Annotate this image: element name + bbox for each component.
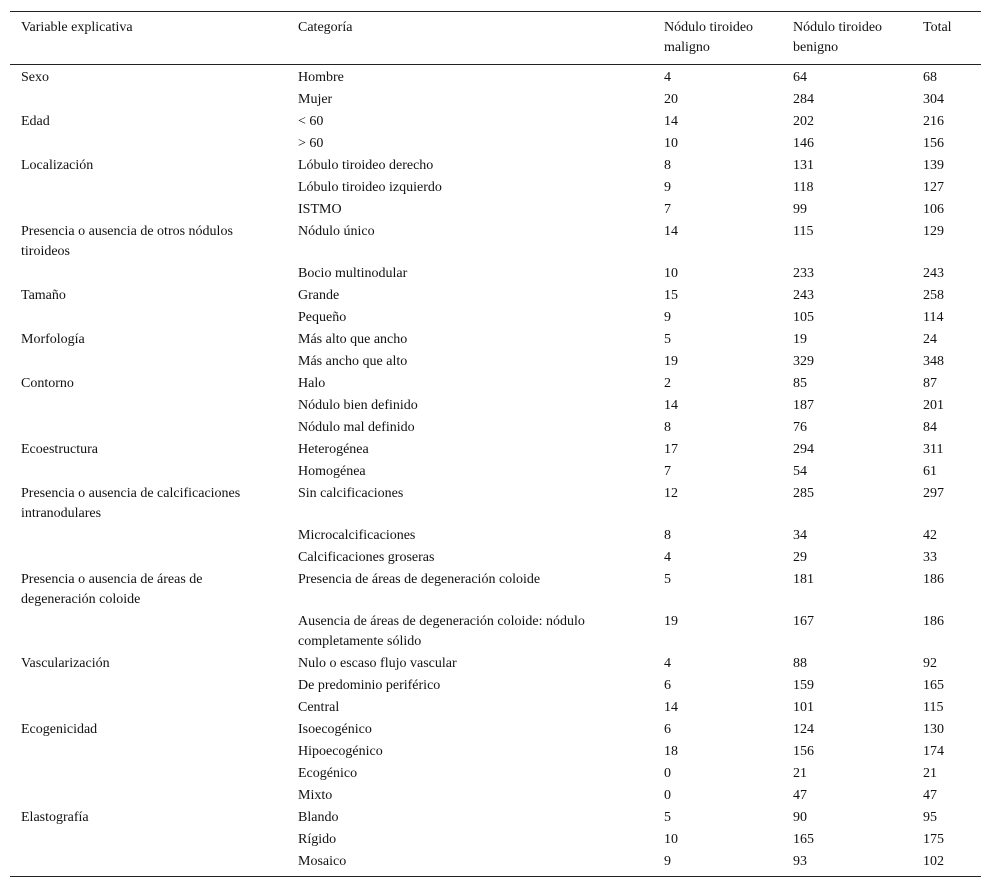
cell-total: 129	[923, 224, 944, 239]
cell-category: Hipoecogénico	[298, 744, 383, 759]
cell-category: Presencia de áreas de degeneración coloide	[298, 572, 541, 587]
cell-total: 106	[923, 202, 944, 217]
cell-malignant: 8	[664, 158, 671, 173]
cell-category: Nódulo mal definido	[298, 420, 415, 435]
cell-benign: 131	[793, 158, 814, 173]
cell-total: 115	[923, 700, 944, 715]
cell-total: 87	[923, 376, 937, 391]
cell-category: Homogénea	[298, 464, 366, 479]
table-row	[10, 329, 981, 351]
cell-category: Pequeño	[298, 310, 347, 325]
cell-benign: 105	[793, 310, 814, 325]
cell-category: Halo	[298, 376, 326, 391]
table-row	[10, 653, 981, 675]
table-row	[10, 829, 981, 851]
cell-malignant: 14	[664, 114, 678, 129]
cell-variable: Presencia o ausencia de áreas de degeneración coloide	[21, 572, 203, 607]
cell-total: 139	[923, 158, 944, 173]
cell-category: Grande	[298, 288, 340, 303]
cell-benign: 159	[793, 678, 814, 693]
cell-total: 186	[923, 614, 944, 629]
cell-category: Mosaico	[298, 854, 347, 869]
cell-category: Sin calcificaciones	[298, 486, 404, 501]
cell-total: 243	[923, 266, 944, 281]
cell-total: 61	[923, 464, 937, 479]
cell-malignant: 5	[664, 332, 671, 347]
cell-benign: 181	[793, 572, 814, 587]
cell-malignant: 4	[664, 70, 671, 85]
cell-malignant: 6	[664, 722, 671, 737]
cell-benign: 76	[793, 420, 807, 435]
cell-category: Más alto que ancho	[298, 332, 408, 347]
cell-benign: 124	[793, 722, 814, 737]
cell-total: 201	[923, 398, 944, 413]
cell-malignant: 14	[664, 224, 678, 239]
cell-category: Nulo o escaso flujo vascular	[298, 656, 457, 671]
header-benign: Nódulo tiroideo benigno	[793, 20, 883, 55]
table-row	[10, 177, 981, 199]
cell-benign: 19	[793, 332, 807, 347]
cell-category: Hombre	[298, 70, 344, 85]
cell-category: Calcificaciones groseras	[298, 550, 435, 565]
table-row	[10, 547, 981, 569]
cell-category: Bocio multinodular	[298, 266, 408, 281]
table-row	[10, 785, 981, 807]
cell-category: > 60	[298, 136, 324, 151]
cell-variable	[10, 547, 287, 569]
cell-variable	[10, 763, 287, 785]
cell-variable	[10, 133, 287, 155]
cell-total: 130	[923, 722, 944, 737]
cell-total: 92	[923, 656, 937, 671]
cell-variable: Morfología	[21, 332, 85, 347]
cell-malignant: 20	[664, 92, 678, 107]
cell-malignant: 14	[664, 700, 678, 715]
cell-malignant: 15	[664, 288, 678, 303]
table-row	[10, 611, 981, 653]
cell-total: 165	[923, 678, 944, 693]
table-row	[10, 307, 981, 329]
table-row	[10, 263, 981, 285]
cell-malignant: 10	[664, 266, 678, 281]
cell-benign: 47	[793, 788, 807, 803]
cell-total: 175	[923, 832, 944, 847]
cell-malignant: 9	[664, 180, 671, 195]
table-row	[10, 155, 981, 177]
cell-variable: Ecogenicidad	[21, 722, 98, 737]
cell-category: Mujer	[298, 92, 333, 107]
cell-category: Ecogénico	[298, 766, 358, 781]
header-category: Categoría	[298, 20, 353, 35]
table-body	[10, 65, 981, 877]
table-row	[10, 483, 981, 525]
cell-category: Blando	[298, 810, 339, 825]
table-row	[10, 133, 981, 155]
cell-variable	[10, 417, 287, 439]
cell-total: 33	[923, 550, 937, 565]
table-row	[10, 111, 981, 133]
cell-benign: 285	[793, 486, 814, 501]
cell-variable: Sexo	[21, 70, 49, 85]
cell-benign: 21	[793, 766, 807, 781]
cell-category: < 60	[298, 114, 324, 129]
cell-benign: 118	[793, 180, 814, 195]
cell-variable	[10, 741, 287, 763]
cell-category: Central	[298, 700, 340, 715]
cell-variable: Tamaño	[21, 288, 66, 303]
cell-malignant: 10	[664, 832, 678, 847]
cell-benign: 115	[793, 224, 814, 239]
cell-benign: 64	[793, 70, 807, 85]
cell-malignant: 19	[664, 354, 678, 369]
cell-benign: 167	[793, 614, 814, 629]
cell-malignant: 7	[664, 464, 671, 479]
cell-total: 304	[923, 92, 944, 107]
header-variable: Variable explicativa	[21, 20, 133, 35]
cell-category: Lóbulo tiroideo izquierdo	[298, 180, 442, 195]
cell-variable	[10, 525, 287, 547]
table-row	[10, 807, 981, 829]
cell-category: Nódulo bien definido	[298, 398, 418, 413]
cell-variable	[10, 89, 287, 111]
cell-category: Microcalcificaciones	[298, 528, 416, 543]
cell-total: 127	[923, 180, 944, 195]
cell-malignant: 17	[664, 442, 678, 457]
table-row	[10, 373, 981, 395]
cell-malignant: 14	[664, 398, 678, 413]
table-row	[10, 763, 981, 785]
cell-total: 95	[923, 810, 937, 825]
cell-total: 258	[923, 288, 944, 303]
cell-variable	[10, 395, 287, 417]
cell-variable	[10, 177, 287, 199]
cell-benign: 146	[793, 136, 814, 151]
table-row	[10, 525, 981, 547]
cell-malignant: 6	[664, 678, 671, 693]
cell-malignant: 9	[664, 310, 671, 325]
cell-total: 24	[923, 332, 937, 347]
cell-variable	[10, 263, 287, 285]
cell-total: 311	[923, 442, 944, 457]
cell-benign: 54	[793, 464, 807, 479]
cell-malignant: 7	[664, 202, 671, 217]
cell-variable: Edad	[21, 114, 50, 129]
table-row	[10, 569, 981, 611]
cell-benign: 243	[793, 288, 814, 303]
cell-benign: 156	[793, 744, 814, 759]
cell-total: 216	[923, 114, 944, 129]
cell-malignant: 0	[664, 766, 671, 781]
cell-benign: 187	[793, 398, 814, 413]
cell-variable: Presencia o ausencia de calcificaciones intranodulares	[21, 486, 241, 521]
cell-benign: 294	[793, 442, 814, 457]
cell-category: Ausencia de áreas de degeneración coloide: nódulo completamente sólido	[298, 614, 585, 649]
cell-malignant: 10	[664, 136, 678, 151]
cell-variable	[10, 351, 287, 373]
cell-malignant: 5	[664, 810, 671, 825]
cell-variable	[10, 461, 287, 483]
cell-malignant: 5	[664, 572, 671, 587]
cell-malignant: 4	[664, 550, 671, 565]
cell-variable	[10, 675, 287, 697]
cell-variable: Vascularización	[21, 656, 110, 671]
table-row	[10, 675, 981, 697]
cell-malignant: 4	[664, 656, 671, 671]
cell-benign: 284	[793, 92, 814, 107]
header-row	[10, 12, 981, 65]
cell-category: Más ancho que alto	[298, 354, 408, 369]
cell-category: Nódulo único	[298, 224, 375, 239]
cell-variable	[10, 697, 287, 719]
cell-benign: 93	[793, 854, 807, 869]
cell-variable: Ecoestructura	[21, 442, 98, 457]
cell-total: 156	[923, 136, 944, 151]
cell-malignant: 19	[664, 614, 678, 629]
cell-benign: 101	[793, 700, 814, 715]
cell-category: Isoecogénico	[298, 722, 372, 737]
cell-variable	[10, 829, 287, 851]
cell-benign: 85	[793, 376, 807, 391]
table-row	[10, 351, 981, 373]
cell-malignant: 0	[664, 788, 671, 803]
thyroid-nodule-table	[10, 11, 981, 877]
cell-category: Heterogénea	[298, 442, 369, 457]
cell-total: 174	[923, 744, 944, 759]
cell-variable: Elastografía	[21, 810, 89, 825]
cell-variable	[10, 785, 287, 807]
cell-total: 68	[923, 70, 937, 85]
cell-total: 297	[923, 486, 944, 501]
data-table-container	[10, 11, 981, 877]
cell-variable: Presencia o ausencia de otros nódulos tiroideos	[21, 224, 233, 259]
cell-total: 102	[923, 854, 944, 869]
cell-total: 47	[923, 788, 937, 803]
table-row	[10, 851, 981, 877]
cell-benign: 34	[793, 528, 807, 543]
cell-total: 84	[923, 420, 937, 435]
cell-benign: 165	[793, 832, 814, 847]
cell-total: 186	[923, 572, 944, 587]
cell-variable	[10, 851, 287, 877]
cell-malignant: 2	[664, 376, 671, 391]
header-malignant: Nódulo tiroideo maligno	[664, 20, 754, 55]
table-row	[10, 395, 981, 417]
table-row	[10, 697, 981, 719]
cell-category: ISTMO	[298, 202, 342, 217]
cell-malignant: 12	[664, 486, 678, 501]
cell-category: De predominio periférico	[298, 678, 441, 693]
cell-category: Lóbulo tiroideo derecho	[298, 158, 434, 173]
header-total: Total	[923, 20, 952, 35]
cell-variable	[10, 199, 287, 221]
cell-benign: 29	[793, 550, 807, 565]
cell-variable: Localización	[21, 158, 94, 173]
table-row	[10, 741, 981, 763]
cell-total: 42	[923, 528, 937, 543]
table-row	[10, 719, 981, 741]
cell-malignant: 8	[664, 528, 671, 543]
cell-total: 114	[923, 310, 944, 325]
table-row	[10, 89, 981, 111]
cell-malignant: 9	[664, 854, 671, 869]
table-row	[10, 285, 981, 307]
cell-malignant: 18	[664, 744, 678, 759]
table-row	[10, 417, 981, 439]
cell-variable: Contorno	[21, 376, 74, 391]
cell-category: Mixto	[298, 788, 333, 803]
cell-benign: 329	[793, 354, 814, 369]
table-row	[10, 221, 981, 263]
cell-benign: 233	[793, 266, 814, 281]
cell-variable	[10, 611, 287, 653]
table-row	[10, 199, 981, 221]
cell-benign: 202	[793, 114, 814, 129]
cell-benign: 90	[793, 810, 807, 825]
cell-total: 21	[923, 766, 937, 781]
table-header	[10, 12, 981, 65]
table-row	[10, 439, 981, 461]
cell-benign: 99	[793, 202, 807, 217]
table-row	[10, 65, 981, 90]
cell-variable	[10, 307, 287, 329]
cell-benign: 88	[793, 656, 807, 671]
cell-category: Rígido	[298, 832, 337, 847]
cell-total: 348	[923, 354, 944, 369]
cell-malignant: 8	[664, 420, 671, 435]
table-row	[10, 461, 981, 483]
